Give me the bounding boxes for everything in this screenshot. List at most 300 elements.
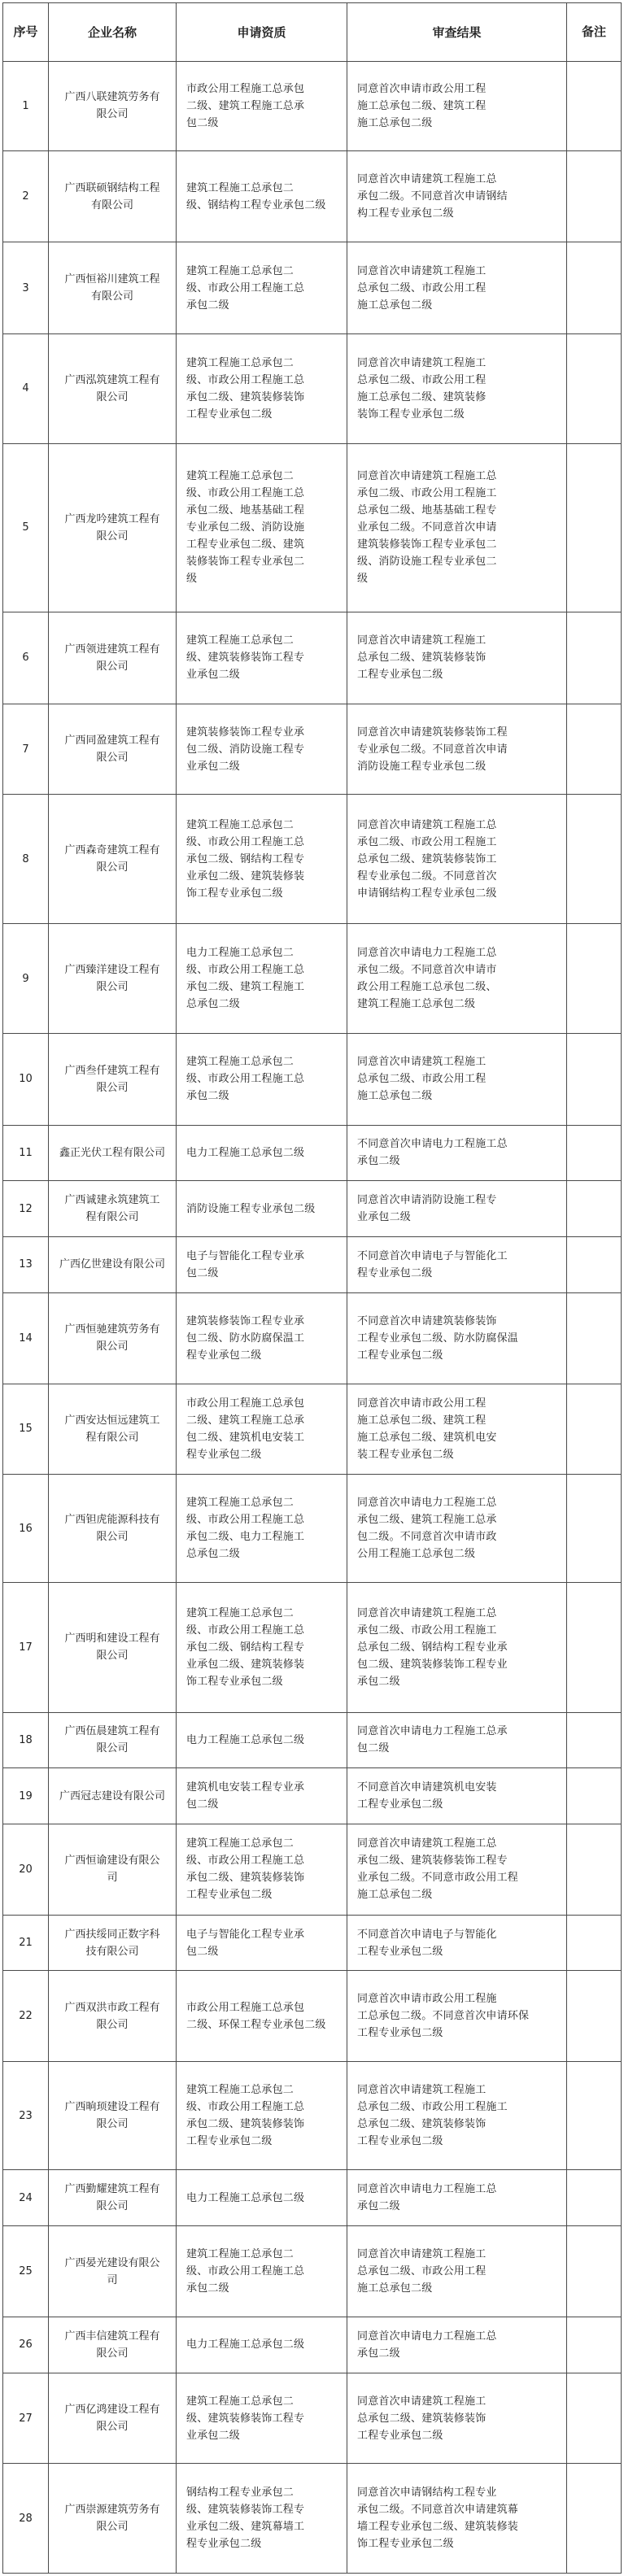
row-index: 7 [3,704,49,795]
applied-qualification-line: 承包二级 [186,1090,229,1103]
applied-qualification [177,2317,347,2373]
applied-qualification-line: 消防设施工程专业承包二级 [186,1202,316,1215]
review-result-line: 装工程专业承包二级 [357,1448,454,1461]
review-result-line: 承包二级 [357,1155,400,1168]
company-name [49,2373,177,2464]
company-name-line: 广西亿世建设有限公司 [59,1258,165,1271]
applied-qualification-line: 电子与智能化工程专业承 [186,1928,305,1941]
applied-qualification-line: 电力工程施工总承包二级 [186,2191,305,2204]
table-row [3,443,622,612]
company-name-line: 限公司 [96,2118,129,2131]
applied-qualification [177,1125,347,1181]
header-remark: 备注 [567,3,622,62]
table-row [3,242,622,334]
applied-qualification-line: 程专业承包二级 [186,2538,262,2551]
remark-cell [567,1583,622,1712]
company-name-line: 限公司 [96,2347,129,2360]
company-name-line: 鑫正光伏工程有限公司 [59,1146,165,1159]
applied-qualification-line: 包二级、建筑机电安装工 [186,1431,305,1444]
company-name [49,612,177,704]
review-result-line: 总承包二级、建筑装修装饰 [357,2118,487,2131]
review-result-line: 装饰工程专业承包二级 [357,408,465,421]
row-index: 4 [3,334,49,443]
applied-qualification-line: 程专业承包二级 [186,1349,262,1362]
applied-qualification-line: 建筑装修装饰工程专业承 [186,1314,305,1327]
table-row [3,1384,622,1475]
review-result-line: 同意首次申请市政公用工程 [357,82,487,95]
company-name-line: 限公司 [96,2521,129,2534]
applied-qualification [177,924,347,1033]
review-result-line: 承包二级、市政公用工程施工 [357,487,497,500]
review-result-line: 承包二级。不同意首次申请钢结 [357,190,508,203]
company-name-line: 广西亿鸿建设工程有 [64,2404,160,2417]
applied-qualification-line: 级、市政公用工程施工总 [186,1514,305,1527]
applied-qualification-line: 级、钢结构工程专业承包二级 [186,198,326,211]
applied-qualification-line: 业承包二级、建筑装修装 [186,1658,305,1671]
review-result-line: 同意首次申请钢结构工程专业 [357,2487,497,2500]
review-result-line: 总承包二级、市政公用工程 [357,281,487,294]
review-result-line: 同意首次申请市政公用工程 [357,1397,487,1410]
company-name-line: 广西勤耀建筑工程有 [64,2183,160,2196]
applied-qualification-line: 总承包二级 [186,998,241,1011]
company-name [49,1181,177,1237]
remark-cell [567,1237,622,1293]
review-result-line: 同意首次申请建筑工程施工 [357,356,487,369]
company-name-line: 广西伍晨建筑工程有 [64,1725,160,1738]
review-result [347,612,567,704]
applied-qualification-line: 业承包二级 [186,2429,241,2442]
row-index: 6 [3,612,49,704]
remark-cell [567,150,622,242]
applied-qualification [177,2062,347,2170]
applied-qualification-line: 承包二级、建筑装修装饰 [186,1872,305,1885]
review-result-line: 同意首次申请建筑工程施工 [357,1056,487,1069]
applied-qualification [177,1915,347,1971]
review-result [347,1384,567,1475]
review-result [347,1915,567,1971]
applied-qualification-line: 承包二级、钢结构工程专 [186,852,305,865]
company-name [49,1971,177,2062]
company-name-line: 广西崇源建筑劳务有 [64,2504,160,2517]
applied-qualification-line: 工程专业承包二级 [186,1889,273,1902]
row-index: 21 [3,1915,49,1971]
review-result-line: 同意首次申请电力工程施工总 [357,2183,497,2196]
review-result [347,704,567,795]
remark-cell [567,1824,622,1916]
company-name-line: 限公司 [96,861,129,874]
remark-cell [567,2062,622,2170]
review-result-line: 承包二级 [357,1675,400,1688]
review-result-line: 总承包二级、地基基础工程专 [357,504,497,517]
remark-cell [567,2464,622,2574]
company-name [49,1824,177,1916]
review-result-line: 同意首次申请消防设施工程专 [357,1194,497,1207]
applied-qualification-line: 建筑工程施工总承包二 [186,1056,295,1069]
remark-cell [567,334,622,443]
header-qualification: 申请资质 [177,3,347,62]
review-result-line: 承包二级、市政公用工程施工 [357,1624,497,1637]
review-result [347,924,567,1033]
company-name-line: 程有限公司 [85,1211,139,1224]
applied-qualification-line: 承包二级、建筑装修装饰 [186,390,305,403]
row-index: 17 [3,1583,49,1712]
applied-qualification-line: 专业承包二级、消防设施 [186,521,305,534]
remark-cell [567,2226,622,2317]
row-index: 13 [3,1237,49,1293]
applied-qualification [177,2464,347,2574]
row-index: 9 [3,924,49,1033]
applied-qualification [177,2373,347,2464]
applied-qualification-line: 包二级、消防设施工程专 [186,743,305,756]
review-result-line: 消防设施工程专业承包二级 [357,760,487,773]
applied-qualification [177,150,347,242]
row-index: 20 [3,1824,49,1916]
applied-qualification-line: 程专业承包二级 [186,1448,262,1461]
applied-qualification-line: 饰工程专业承包二级 [186,1675,283,1688]
review-result-line: 同意首次申请电力工程施工总 [357,947,497,960]
table-row [3,2373,622,2464]
row-index: 8 [3,795,49,924]
remark-cell [567,1384,622,1475]
company-name-line: 广西明和建设工程有 [64,1632,160,1645]
review-result-line: 程专业承包二级。不同意首次 [357,870,497,883]
company-name-line: 限公司 [96,390,129,403]
table-row [3,150,622,242]
applied-qualification-line: 建筑机电安装工程专业承 [186,1781,305,1794]
row-index: 23 [3,2062,49,2170]
review-result-line: 公用工程施工总承包二级 [357,1548,476,1561]
review-result [347,1768,567,1824]
review-result-line: 同意首次申请建筑工程施工 [357,2084,487,2097]
applied-qualification-line: 级、市政公用工程施工总 [186,281,305,294]
applied-qualification-line: 级、市政公用工程施工总 [186,964,305,977]
row-index: 15 [3,1384,49,1475]
company-name-line: 限公司 [96,108,129,121]
review-result-line: 工程专业承包二级 [357,1945,443,1958]
applied-qualification-line: 建筑工程施工总承包二 [186,356,295,369]
company-name-line: 限公司 [96,1531,129,1544]
company-name-line: 司 [107,2273,118,2286]
review-result-line: 总承包二级、市政公用工程施工 [357,2101,508,2114]
company-name-line: 广西森奇建筑工程有 [64,844,160,857]
review-result-line: 工程专业承包二级 [357,1349,443,1362]
review-result-line: 施工总承包二级 [357,2282,433,2295]
remark-cell [567,1033,622,1125]
review-result [347,2373,567,2464]
review-result-line: 同意首次申请建筑工程施工总 [357,1837,497,1850]
row-index: 10 [3,1033,49,1125]
company-name [49,1384,177,1475]
table-row [3,612,622,704]
applied-qualification-line: 工程专业承包二级 [186,2135,273,2148]
applied-qualification-line: 承包二级 [186,299,229,312]
applied-qualification-line: 钢结构工程专业承包二 [186,2487,295,2500]
applied-qualification-line: 级、市政公用工程施工总 [186,835,305,848]
company-name [49,795,177,924]
remark-cell [567,1915,622,1971]
applied-qualification-line: 包二级、防水防腐保温工 [186,1332,305,1345]
review-result [347,1712,567,1768]
review-result-line: 同意首次申请建筑工程施工 [357,634,487,647]
company-name-line: 限公司 [96,530,129,543]
review-result-line: 专业承包二级。不同意首次申请 [357,743,508,756]
review-result-line: 建筑工程施工总承包二级 [357,998,476,1011]
company-name-line: 有限公司 [90,198,133,211]
company-name-line: 限公司 [96,2421,129,2434]
table-row [3,1292,622,1384]
applied-qualification-line: 业承包二级、建筑装修装 [186,870,305,883]
applied-qualification-line: 市政公用工程施工总承包 [186,1397,305,1410]
company-name-line: 限公司 [96,660,129,673]
review-result-line: 工程专业承包二级 [357,2429,443,2442]
row-index: 28 [3,2464,49,2574]
remark-cell [567,1971,622,2062]
company-name [49,2062,177,2170]
applied-qualification-line: 建筑工程施工总承包二 [186,264,295,277]
remark-cell [567,924,622,1033]
row-index: 3 [3,242,49,334]
applied-qualification-line: 级、市政公用工程施工总 [186,1073,305,1086]
row-index: 18 [3,1712,49,1768]
company-name-line: 广西领进建筑工程有 [64,643,160,656]
review-result-line: 总承包二级、市政公用工程 [357,1073,487,1086]
review-result [347,1475,567,1583]
applied-qualification-line: 级、建筑装修装饰工程专 [186,2504,305,2517]
review-result-line: 不同意首次申请电力工程施工总 [357,1138,508,1151]
applied-qualification [177,1181,347,1237]
company-name-line: 限公司 [96,2200,129,2213]
applied-qualification [177,334,347,443]
applied-qualification-line: 建筑工程施工总承包二 [186,1606,295,1619]
company-name-line: 广西安达恒远建筑工 [64,1414,160,1427]
applied-qualification [177,1768,347,1824]
company-name-line: 司 [107,1872,118,1885]
company-name-line: 广西丰信建筑工程有 [64,2330,160,2343]
company-name [49,2317,177,2373]
review-result [347,1824,567,1916]
applied-qualification-line: 业承包二级 [186,760,241,773]
company-name [49,1768,177,1824]
company-name-line: 有限公司 [90,290,133,303]
review-result [347,334,567,443]
table-row [3,2170,622,2226]
review-result-line: 包二级、建筑装修装饰工程专业 [357,1658,508,1671]
review-result [347,1583,567,1712]
applied-qualification-line: 建筑工程施工总承包二 [186,181,295,194]
review-result [347,795,567,924]
applied-qualification-line: 电力工程施工总承包二级 [186,2338,305,2352]
applied-qualification-line: 建筑装修装饰工程专业承 [186,726,305,739]
company-name-line: 广西龙吟建筑工程有 [64,512,160,525]
company-name [49,1292,177,1384]
company-name [49,704,177,795]
applied-qualification-line: 装修装饰工程专业承包二 [186,556,305,569]
applied-qualification-line: 市政公用工程施工总承包 [186,2001,305,2014]
review-result [347,1125,567,1181]
review-result-line: 包二级 [357,1742,390,1755]
table-row [3,1475,622,1583]
remark-cell [567,704,622,795]
applied-qualification [177,2170,347,2226]
remark-cell [567,1292,622,1384]
row-index: 25 [3,2226,49,2317]
row-index: 5 [3,443,49,612]
company-name [49,1237,177,1293]
applied-qualification-line: 建筑工程施工总承包二 [186,2084,295,2097]
row-index: 26 [3,2317,49,2373]
applied-qualification-line: 包二级 [186,116,219,129]
applied-qualification-line: 级、建筑装修装饰工程专 [186,652,305,665]
company-name [49,1125,177,1181]
review-result-line: 业承包二级。不同意市政公用工程 [357,1872,519,1885]
review-result-line: 总承包二级、钢结构工程专业承 [357,1641,508,1654]
table-row [3,1971,622,2062]
remark-cell [567,1475,622,1583]
applied-qualification-line: 承包二级 [186,2282,229,2295]
review-result-line: 承包二级 [357,2347,400,2360]
applied-qualification-line: 级、市政公用工程施工总 [186,1624,305,1637]
table-row [3,1712,622,1768]
applied-qualification [177,1583,347,1712]
review-result-line: 施工总承包二级 [357,1090,433,1103]
company-name [49,334,177,443]
review-result-line: 同意首次申请市政公用工程施 [357,1993,497,2006]
header-company: 企业名称 [49,3,177,62]
review-result-line: 申请钢结构工程专业承包二级 [357,887,497,900]
company-name-line: 广西双洪市政工程有 [64,2001,160,2014]
applied-qualification-line: 建筑工程施工总承包二 [186,470,295,483]
table-row [3,2062,622,2170]
applied-qualification [177,704,347,795]
row-index: 16 [3,1475,49,1583]
review-result-line: 承包二级 [357,2200,400,2213]
review-result-line: 程专业承包二级 [357,1266,433,1279]
applied-qualification [177,1292,347,1384]
applied-qualification-line: 电力工程施工总承包二级 [186,1733,305,1746]
applied-qualification-line: 承包二级、建筑工程施工 [186,981,305,994]
company-name-line: 限公司 [96,752,129,765]
review-result-line: 建筑装修装饰工程专业承包二 [357,538,497,551]
table-row [3,62,622,151]
company-name [49,150,177,242]
remark-cell [567,612,622,704]
review-result [347,62,567,151]
applied-qualification-line: 二级、环保工程专业承包二级 [186,2018,326,2031]
remark-cell [567,1181,622,1237]
table-row [3,1033,622,1125]
review-result-line: 同意首次申请建筑装修装饰工程 [357,726,508,739]
review-result-line: 同意首次申请建筑工程施工总 [357,818,497,831]
review-result-line: 级 [357,573,369,586]
remark-cell [567,62,622,151]
review-result [347,2317,567,2373]
applied-qualification-line: 级、市政公用工程施工总 [186,373,305,386]
review-result-line: 工程专业承包二级 [357,669,443,682]
applied-qualification-line: 包二级 [186,1266,219,1279]
review-result-line: 总承包二级、建筑装修装饰 [357,652,487,665]
row-index: 12 [3,1181,49,1237]
company-name [49,1583,177,1712]
row-index: 19 [3,1768,49,1824]
applied-qualification [177,2226,347,2317]
row-index: 1 [3,62,49,151]
review-result-line: 级、消防设施工程专业承包二 [357,556,497,569]
applied-qualification-line: 二级、建筑工程施工总承 [186,99,305,112]
applied-qualification-line: 级、建筑装修装饰工程专 [186,2412,305,2425]
review-result [347,1971,567,2062]
table-row [3,334,622,443]
applied-qualification-line: 电子与智能化工程专业承 [186,1249,305,1262]
applied-qualification-line: 承包二级、建筑装修装饰 [186,2118,305,2131]
applied-qualification-line: 业承包二级 [186,669,241,682]
review-result-line: 同意首次申请建筑工程施工 [357,2395,487,2408]
row-index: 14 [3,1292,49,1384]
applied-qualification-line: 电力工程施工总承包二级 [186,1146,305,1159]
review-result-line: 同意首次申请电力工程施工总承 [357,1725,508,1738]
table-row [3,1824,622,1916]
applied-qualification-line: 业承包二级、建筑幕墙工 [186,2521,305,2534]
review-result [347,2226,567,2317]
review-result-line: 同意首次申请建筑工程施工总 [357,173,497,185]
applied-qualification-line: 级、市政公用工程施工总 [186,2101,305,2114]
applied-qualification [177,443,347,612]
company-name [49,242,177,334]
review-result-line: 承包二级、建筑装修装饰工程专 [357,1855,508,1868]
review-result-line: 墙工程专业承包二级、建筑装修装 [357,2521,519,2534]
applied-qualification [177,62,347,151]
review-result [347,2170,567,2226]
review-result-line: 施工总承包二级、建筑工程 [357,1414,487,1427]
review-result-line: 包二级。不同意首次申请市政 [357,1531,497,1544]
remark-cell [567,2170,622,2226]
review-result-line: 同意首次申请建筑工程施工总 [357,470,497,483]
row-index: 11 [3,1125,49,1181]
company-name [49,1712,177,1768]
table-row [3,1181,622,1237]
row-index: 2 [3,150,49,242]
applied-qualification-line: 工程专业承包二级 [186,408,273,421]
applied-qualification [177,795,347,924]
table-row [3,1583,622,1712]
review-result [347,2062,567,2170]
review-result-line: 施工总承包二级 [357,299,433,312]
company-name [49,2170,177,2226]
applied-qualification [177,1384,347,1475]
review-result [347,242,567,334]
company-name-line: 广西八联建筑劳务有 [64,91,160,104]
review-result-line: 施工总承包二级 [357,1889,433,1902]
row-index: 24 [3,2170,49,2226]
remark-cell [567,242,622,334]
company-name-line: 限公司 [96,981,129,994]
applied-qualification-line: 级、市政公用工程施工总 [186,487,305,500]
company-name-line: 广西冠志建设有限公司 [59,1789,165,1802]
company-name-line: 广西钽虎能源科技有 [64,1514,160,1527]
review-result-line: 同意首次申请建筑工程施工 [357,2248,487,2261]
review-result-line: 工程专业承包二级 [357,2027,443,2040]
row-index: 27 [3,2373,49,2464]
table-body [3,62,622,2574]
review-result-line: 政公用工程施工总承包二级、 [357,981,497,994]
company-name-line: 广西同盈建筑工程有 [64,734,160,748]
company-name-line: 技有限公司 [85,1945,139,1958]
review-result-line: 同意首次申请电力工程施工总 [357,2330,497,2343]
review-result-line: 施工总承包二级 [357,116,433,129]
applied-qualification-line: 级 [186,573,198,586]
company-name-line: 广西恒裕川建筑工程 [64,273,160,286]
remark-cell [567,443,622,612]
review-result-line: 工程专业承包二级 [357,2135,443,2148]
